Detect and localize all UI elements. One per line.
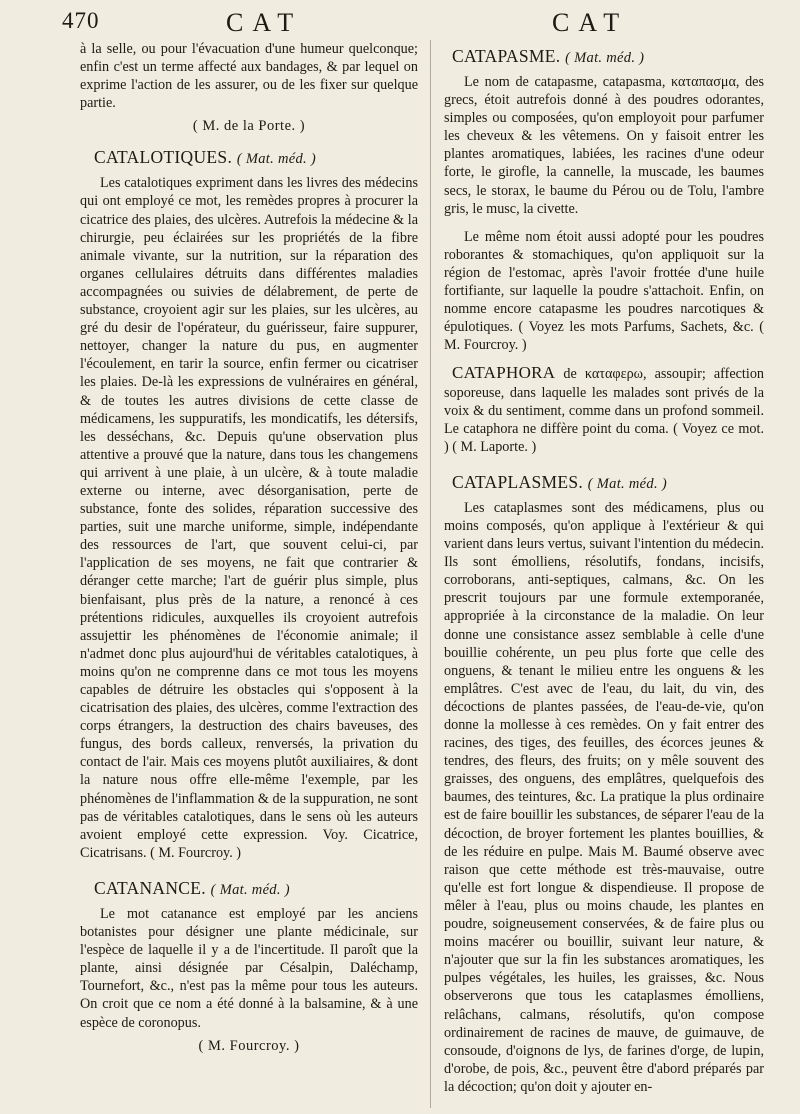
intro-author: ( M. de la Porte. ) bbox=[192, 118, 306, 135]
catanance-author: ( M. Fourcroy. ) bbox=[198, 1037, 300, 1054]
continued-text: à la selle, ou pour l'évacuation d'une humeur quelconque; enfin c'est un terme affecté aux bandages, & par lequel on exprime l'action de les assurer, ou de les fixer sur quelque partie. bbox=[80, 41, 418, 112]
entry-title-catanance bbox=[94, 878, 418, 899]
entry-body-catapasme-2: Le même nom étoit aussi adopté pour les poudres roborantes & stomachiques, qu'on appliquoit sur la région de l'estomac, après l'avoir frottée d'une huile fortifiante, sur laquelle la poudre s'attachoit. Enfin, on nomme encore catapasme les poudres narcotiques & épulotiques. ( Voyez les mots Parfums, Sachets, &c. ( M. Fourcroy. ) bbox=[444, 228, 764, 354]
page-number: 470 bbox=[62, 8, 100, 33]
entry-category: ( Mat. méd. ) bbox=[236, 151, 317, 168]
entry-body-catanance: Le mot catanance est employé par les anciens botanistes pour désigner une plante médicinale, sur l'espèce de laquelle il y a de l'incertitude. Il paroît que la plante, ainsi désignée par Césalpin, Daléchamp, Tournefort, &c., n'est pas la même pour tous les auteurs. On croit que ce nom a été donné à la balsamine, & à une espèce de coronopus. bbox=[80, 905, 418, 1031]
entry-category: ( Mat. méd. ) bbox=[565, 50, 645, 66]
entry-headword: CATALOTIQUES. bbox=[94, 147, 233, 168]
entry-category: ( Mat. méd. ) bbox=[587, 475, 667, 492]
entry-title-cataplasmes bbox=[452, 472, 764, 493]
entry-headword: CATAPHORA bbox=[452, 363, 556, 383]
right-running-head: CAT bbox=[552, 8, 629, 37]
entry-headword: CATAPLASMES. bbox=[452, 471, 584, 492]
entry-cataphora bbox=[444, 364, 764, 455]
entry-headword: CATAPASME. bbox=[452, 46, 561, 66]
left-running-head: CAT bbox=[226, 8, 303, 37]
entry-category: ( Mat. méd. ) bbox=[210, 881, 290, 898]
column-divider bbox=[430, 40, 431, 1108]
entry-headword: CATANANCE. bbox=[94, 877, 206, 898]
entry-body-cataplasmes: Les cataplasmes sont des médicamens, plus ou moins composés, qu'on applique à l'extérieur & qui varient dans leurs vertus, suivant l'intention du médecin. Ils sont émolliens, résolutifs, fondans, incisifs, corroborans, anti-septiques, calmans, &c. On les prescrit toujours par une formule extemporanée, appropriée à la circonstance de la maladie. On leur donne une consistance assez semblable à celle d'une bouillie cohérente, un peu plus forte que celle des onguens, & tenant le milieu entre les onguens & les emplâtres. C'est avec de l'eau, du lait, du vin, des décoctions de plantes passées, de l'eau-de-vie, qu'on donne la mollesse à ces remèdes. On y fait entrer des racines, des tiges, des feuilles, des écorces jeunes & tendres, des fleurs, des fruits; on y mêle souvent des graisses, des onguens, des emplâtres, quelquefois des baumes, des teintures, &c. La pratique la plus ordinaire est de faire bouillir les substances, de séparer l'eau de la décoction, de broyer fortement les plantes bouillies, & de les réduire en pulpe. Mais M. Baumé observe avec raison que cette méthode est très-mauvaise, outre qu'elle est fort longue & dispendieuse. Il propose de mêler à l'eau, plus ou moins chaude, les plantes en poudre, soigneusement conservées, & de faire plus ou moins macérer ou bouillir, suivant leur nature, & n'ajouter que sur la fin les substances aromatiques, les pulpes végétales, les huiles, les graisses, &c. Nous observerons que tous les cataplasmes émolliens, relâchans, calmans, résolutifs, qu'on compose ordinairement de racines de mauve, de guimauve, de consoude, d'oignons de lys, de farines d'orge, de lupin, d'orobe, de pois, &c., peuvent être d'abord préparés par la décoction; qu'on doit y ajouter en- bbox=[444, 499, 764, 1095]
entry-title-catalotiques bbox=[94, 147, 418, 168]
left-column bbox=[80, 40, 418, 1067]
entry-body-cataphora: de καταφερω, assoupir; affection soporeuse, dans laquelle les malades sont privés de la voix & du sentiment, comme dans un profond sommeil. Le cataphora ne diffère point du coma. ( Voyez ce mot. ) ( M. Laporte. ) bbox=[444, 366, 765, 455]
entry-body-catapasme-1: Le nom de catapasme, catapasma, καταπασμα, des grecs, étoit autrefois donné à des poudres odorantes, simples ou composées, qu'on employoit pour parfumer les cheveux & les vêtemens. On y faisoit entrer les plantes aromatiques, labiées, les racines d'une odeur forte, le girofle, la cannelle, la muscade, les baumes secs, le storax, le baume du Pérou ou de Tolu, l'ambre gris, le musc, la civette. bbox=[444, 74, 764, 217]
entry-title-catapasme bbox=[452, 46, 764, 67]
right-column bbox=[444, 40, 764, 1096]
entry-body-catalotiques: Les catalotiques expriment dans les livres des médecins qui ont employé ce mot, les remèdes propres à procurer la cicatrice des plaies, des ulcères. Autrefois la médecine & la chirurgie, peu éclairées sur les propriétés de la fibre animale vivante, sur la nutrition, sur la réparation des organes cellulaires détruits dans différentes maladies accompagnées ou suivies de délabrement, de perte de substance, croyoient agir sur les plaies, sur les ulcères, au gré du desir de l'opérateur, du guérisseur, faire suppurer, nettoyer, changer la nature du pus, en augmenter l'écoulement, en tarir la source, enfin fermer ou cicatriser les plaies. De-là les expressions de vulnéraires en général, & de toutes les autres divisions de cette classe de médicamens, les suppuratifs, les mondicatifs, les détersifs, les desséchans, &c. Depuis qu'une observation plus attentive a prouvé que la nature, dans tous les changemens qui arrivent à une plaie, à un ulcère, & à toute maladie externe ou interne, avec désorganisation, perte de substance, fonte des solides, réparation successive des parties, suit une marche uniforme, simple, indépendante des ressources de l'art, que souvent celui-ci, par l'application de ses moyens, ne fait que contrarier & déranger cette marche; l'art de guérir plus simple, plus bienfaisant, plus près de la nature, a renoncé à ces prétentions ridicules, auxquelles ils croyoient autrefois assujettir les phénomènes de l'économie animale; il n'admet donc plus aujourd'hui de véritables catalotiques, à moins qu'on ne comprenne dans ce mot tous les moyens capables de détruire les obstacles qui s'opposent à la cicatrisation des plaies, des ulcères, comme l'extraction des corps étrangers, la destruction des chairs baveuses, des fungus, des bords calleux, renversés, la privation du contact de l'air. Mais ces moyens plutôt auxiliaires, & dont la nature nous offre elle-même l'exemple, par les phénomènes de l'inflammation & de la suppuration, ne sont pas de véritables catalotiques, dans le sens où les auteurs avoient employé cette expression. Voy. Cicatrice, Cicatrisans. ( M. Fourcroy. ) bbox=[80, 175, 418, 861]
page-header bbox=[0, 8, 800, 38]
